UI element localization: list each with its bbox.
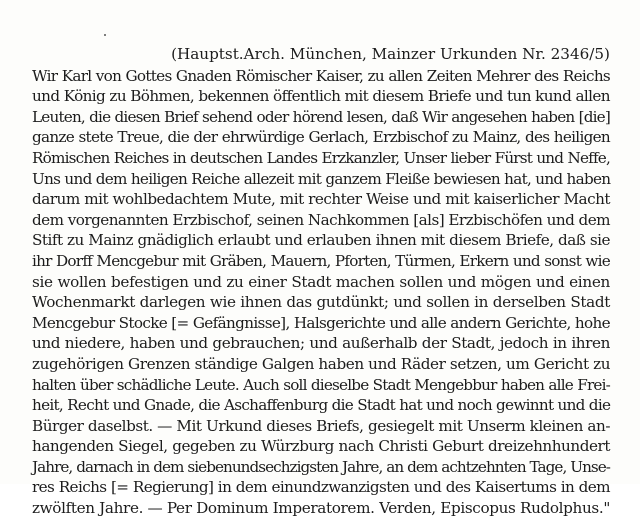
text-line: und niedere, haben und gebrauchen; und außerhalb der Stadt, jedoch in ihren [32,334,610,353]
text-line: darum mit wohlbedachtem Mute, mit rechter Weise und mit kaiserlicher Macht [32,190,610,209]
text-line: Mencgebur Stocke [= Gefängnisse], Halsgerichte und alle andern Gerichte, hohe [32,313,610,332]
text-line-last: zwölften Jahre. — Per Dominum Imperatorem. Verden, Episcopus Rudolphus." [32,499,610,518]
text-line: Leuten, die diesen Brief sehend oder hörend lesen, daß Wir angesehen haben [die] [32,107,610,126]
document-text [32,44,610,519]
text-line: ganze stete Treue, die der ehrwürdige Gerlach, Erzbischof zu Mainz, des heiligen [32,128,610,147]
text-line: hangenden Siegel, gegeben zu Würzburg nach Christi Geburt dreizehnhundert [32,437,610,456]
text-line: sie wollen befestigen und zu einer Stadt machen sollen und mögen und einen [32,272,610,291]
source-reference: (Hauptst.Arch. München, Mainzer Urkunden Nr. 2346/5) [171,45,610,63]
text-line: zugehörigen Grenzen ständige Galgen haben und Räder setzen, um Gericht zu [32,354,611,373]
text-line: Bürger daselbst. — Mit Urkund dieses Briefs, gesiegelt mit Unserm kleinen an- [32,416,610,435]
text-line: Stift zu Mainz gnädiglich erlaubt und erlauben ihnen mit diesem Briefe, daß sie [32,231,610,250]
text-line: ihr Dorff Mencgebur mit Gräben, Mauern, Pforten, Türmen, Erkern und sonst wie [32,251,610,270]
text-line: Uns und dem heiligen Reiche allezeit mit ganzem Fleiße bewiesen hat, und haben [32,169,611,188]
text-line: Wir Karl von Gottes Gnaden Römischer Kaiser, zu allen Zeiten Mehrer des Reichs [32,66,610,85]
text-line: und König zu Böhmen, bekennen öffentlich mit diesem Briefe und tun kund allen [32,87,610,106]
text-line: halten über schädliche Leute. Auch soll dieselbe Stadt Mengebbur haben alle Frei- [32,375,610,394]
text-line: Wochenmarkt darlegen wie ihnen das gutdünkt; und sollen in derselben Stadt [32,293,610,312]
text-line: dem vorgenannten Erzbischof, seinen Nachkommen [als] Erzbischöfen und dem [32,210,610,229]
text-line: Römischen Reiches in deutschen Landes Erzkanzler, Unser lieber Fürst und Neffe, [32,148,610,167]
scan-speck [104,34,106,36]
text-line: Jahre, darnach in dem siebenundsechzigsten Jahre, an dem achtzehnten Tage, Unse- [32,457,610,476]
text-line: heit, Recht und Gnade, die Aschaffenburg die Stadt hat und noch gewinnt und die [32,396,611,415]
text-line: res Reichs [= Regierung] in dem einundzwanzigsten und des Kaisertums in dem [32,478,610,497]
